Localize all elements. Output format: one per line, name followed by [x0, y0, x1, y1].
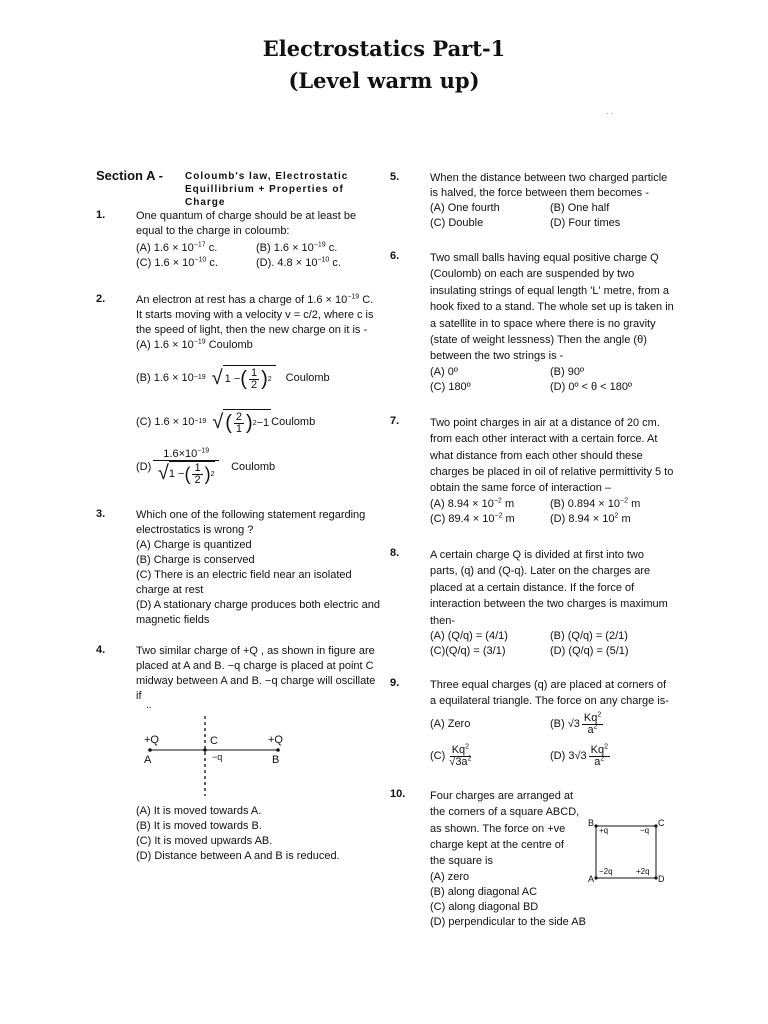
option-d: (D) perpendicular to the side AB [430, 915, 586, 928]
option-d: (D) $1.6\times 10^{-19}$ √ 1 − ( $\frac{1}{2}$ ) 2 Coulomb [136, 447, 276, 486]
question-number: 4. [96, 644, 106, 656]
option-c: (C) 180º [430, 380, 471, 393]
label-c: C [658, 817, 665, 828]
option-a: (A) zero [430, 870, 470, 883]
label-point-b: B [272, 754, 280, 766]
option-b: (B) $0.894 \times 10^{-2}$ m [550, 497, 641, 510]
charge-plus-q: +q [599, 825, 609, 835]
question-9 [390, 677, 674, 774]
label-left-charge: +Q [144, 734, 159, 746]
charge-b-dot [276, 748, 280, 752]
question-6 [390, 250, 674, 395]
option-c: (C) There is an electric field near an isolated charge at rest [136, 569, 352, 596]
option-b: (B) It is moved towards B. [136, 820, 262, 832]
label-point-a: A [144, 754, 152, 766]
option-c: (C) $89.4 \times 10^{-2}$ m [430, 512, 515, 525]
question-1 [96, 209, 380, 271]
option-b: (B) √3 $\frac{Kq^2}{a^2}$ [550, 711, 602, 737]
label-right-charge: +Q [268, 734, 283, 746]
question-4 [96, 644, 380, 864]
label-b: B [588, 817, 595, 828]
label-point-c: C [210, 735, 218, 747]
option-d: (D) A stationary charge produces both electric and magnetic fields [136, 599, 380, 626]
question-8 [390, 547, 674, 659]
option-d: (D) (Q/q) = (5/1) [550, 644, 629, 657]
question-text: Two small balls having equal positive charge Q (Coulomb) on each are suspended by two insulating strings of equal length 'L' metre, from a hook fixed to a stand. The whole set up is taken in a satellite in to space where there is no gravity (state of weight lessness) Then the angle (θ) between the two strings is - [430, 252, 674, 363]
corner-b-dot [594, 824, 597, 827]
question-3 [96, 508, 380, 628]
question-number: 5. [390, 171, 400, 183]
charge-a-dot [148, 748, 152, 752]
option-a: (A) 0º [430, 365, 458, 378]
question-text: When the distance between two charged particle is halved, the force between them becomes - [430, 172, 668, 199]
figure-dots: .. [146, 700, 152, 711]
option-b: (B) along diagonal AC [430, 885, 538, 898]
question-text: A certain charge Q is divided at first into two parts, (q) and (Q-q). Later on the charges are placed at a certain distance. If the force of interaction between the two charges is maximum then- [430, 548, 668, 627]
question-text: Four charges are arranged at the corners of a square ABCD, as shown. The force on +ve charge kept at the centre of the square is [430, 789, 580, 868]
question-text: Two similar charge of +Q , as shown in figure are placed at A and B. −q charge is placed at point C midway between A and B. −q charge will oscillate if [136, 645, 376, 702]
question-number: 7. [390, 414, 400, 427]
charge-plus-2q: +2q [636, 866, 650, 876]
question-number: 2. [96, 293, 106, 305]
option-a: (A) Charge is quantized [136, 539, 252, 551]
label-minus-q: −q [212, 752, 223, 762]
option-b: (B) $1.6 \times 10^{-19}$ c. [256, 241, 338, 254]
charge-minus-q: −q [640, 825, 650, 835]
question-number: 3. [96, 508, 106, 520]
section-label: Section A - [96, 168, 163, 183]
figure-svg [136, 704, 380, 800]
corner-a-dot [594, 876, 597, 879]
option-c: (C) 1.6 × 10 −19 √ ( $\frac{2}{1}$ ) 2 −1 Coulomb [136, 410, 316, 435]
question-text: An electron at rest has a charge of $1.6 \times 10^{-19}$ C. It starts moving with a velocity v = c/2, where c is the speed of light, then the new charge on it is - [136, 293, 374, 336]
option-c: (C)(Q/q) = (3/1) [430, 644, 506, 657]
question-number: 9. [390, 676, 400, 689]
question-text: Two point charges in air at a distance of 20 cm. from each other interact with a certain force. At what distance from each other should these charges be placed in oil of relative permittivity 5 to obtain the same force of interaction – [430, 416, 674, 495]
option-c: (C) $\frac{Kq^2}{√3a^2}$ [430, 743, 472, 769]
charges-line-figure [136, 700, 380, 800]
charge-c-dot [203, 748, 207, 752]
option-d: (D) 0º < θ < 180º [550, 380, 633, 393]
option-a: (A) $1.6 \times 10^{-19}$ Coulomb [136, 338, 253, 351]
option-d: (D) Four times [550, 217, 621, 229]
option-d: (D) 3√3 $\frac{Kq^2}{a^2}$ [550, 743, 608, 769]
question-number: 6. [390, 250, 400, 262]
option-a: (A) (Q/q) = (4/1) [430, 629, 508, 642]
option-c: (C) Double [430, 217, 484, 229]
question-5 [390, 171, 674, 231]
option-b: (B) One half [550, 202, 610, 214]
option-c: (C) It is moved upwards AB. [136, 835, 273, 847]
question-number: 10. [390, 787, 406, 800]
label-d: D [658, 873, 665, 884]
option-a: (A) It is moved towards A. [136, 805, 262, 817]
option-a: (A) $8.94 \times 10^{-2}$ m [430, 497, 515, 510]
label-a: A [588, 873, 595, 884]
option-a: (A) $1.6 \times 10^{-17}$ c. [136, 241, 218, 254]
question-number: 1. [96, 209, 106, 221]
page-title: Electrostatics Part-1 [262, 36, 506, 61]
option-d: (D). $4.8 \times 10^{-10}$ c. [256, 256, 341, 269]
option-c: (C) along diagonal BD [430, 900, 539, 913]
page-subtitle: (Level warm up) [288, 68, 480, 93]
option-b: (B) (Q/q) = (2/1) [550, 629, 628, 642]
square-figure [588, 817, 668, 884]
left-column [96, 168, 380, 864]
question-10 [390, 788, 674, 930]
question-text: Which one of the following statement regarding electrostatics is wrong ? [136, 509, 366, 536]
section-topic: Coloumb's law, Electrostatic Equillibrium + Properties of Charge [185, 171, 349, 208]
charge-minus-2q: −2q [599, 866, 613, 876]
question-2 [96, 293, 380, 486]
right-column [390, 168, 674, 930]
section-heading [96, 168, 380, 208]
question-7 [390, 415, 674, 527]
question-text: Three equal charges (q) are placed at corners of a equilateral triangle. The force on any charge is- [430, 678, 669, 708]
option-c: (C) $1.6 \times 10^{-10}$ c. [136, 256, 218, 269]
option-b: (B) 90º [550, 365, 584, 378]
option-a: (A) Zero [430, 718, 471, 731]
option-d: (D) Distance between A and B is reduced. [136, 850, 340, 862]
stray-marks: . . [606, 106, 614, 116]
option-d: (D) $8.94 \times 10^2$ m [550, 512, 631, 525]
question-text: One quantum of charge should be at least be equal to the charge in coloumb: [136, 210, 357, 237]
question-number: 8. [390, 546, 400, 559]
option-a: (A) One fourth [430, 202, 500, 214]
option-b: (B) 1.6 × 10 −19 √ 1 − ( $\frac{1}{2}$ ) 2 Coulomb [136, 366, 330, 391]
option-b: (B) Charge is conserved [136, 554, 255, 566]
